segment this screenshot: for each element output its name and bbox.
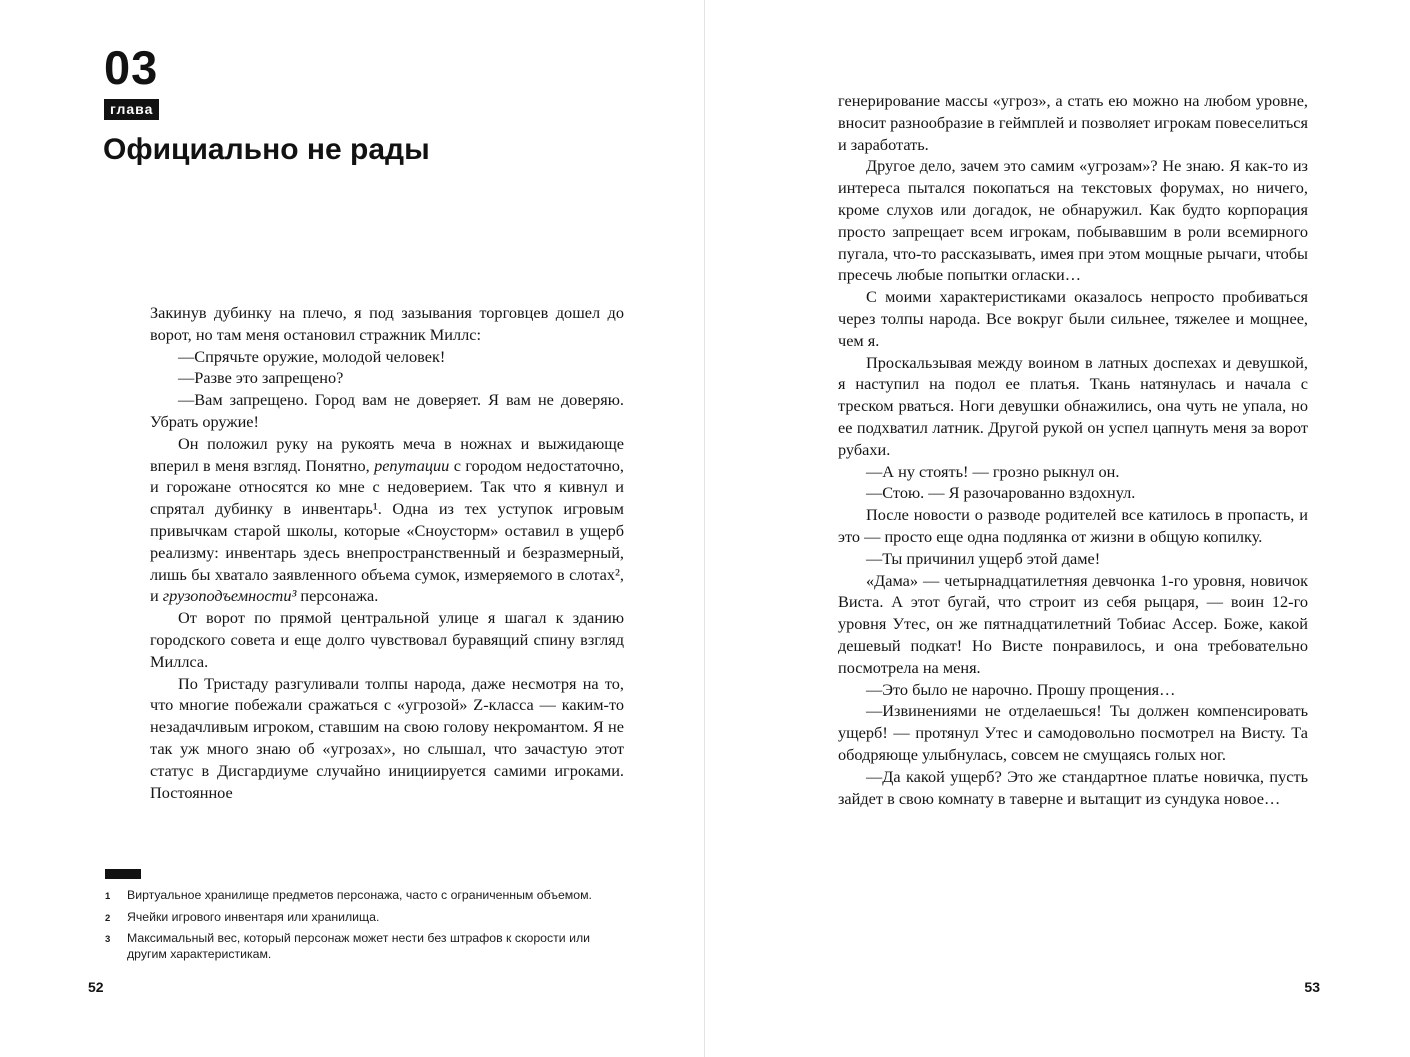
text-run: Закинув дубинку на плечо, я под зазывания торговцев дошел до ворот, но там меня остановил стражник Миллс: [150, 303, 624, 344]
paragraph [838, 90, 1308, 155]
paragraph [838, 570, 1308, 679]
footnote-separator [105, 869, 141, 879]
page-number-left: 52 [88, 979, 104, 995]
paragraph [150, 607, 624, 672]
footnote-text: Максимальный вес, который персонаж может нести без штрафов к скорости или другим характеристикам. [127, 931, 591, 961]
text-run: С моими характеристиками оказалось непросто пробиваться через толпы народа. Все вокруг были сильнее, тяжелее и мощнее, чем я. [838, 287, 1308, 350]
footnote [105, 888, 630, 905]
text-run: —Разве это запрещено? [178, 368, 344, 388]
text-run: —Вам запрещено. Город вам не доверяет. Я вам не доверяю. Убрать оружие! [150, 390, 624, 431]
footnote [105, 931, 630, 962]
chapter-number: 03 [104, 41, 159, 94]
text-run: После новости о разводе родителей все катилось в пропасть, и это — просто еще одна подлянка от жизни в общую копилку. [838, 505, 1308, 546]
text-run: —Стою. — Я разочарованно вздохнул. [866, 483, 1136, 503]
footnote-list [105, 888, 630, 962]
footnotes-block [105, 869, 630, 967]
paragraph [838, 482, 1308, 504]
italic-text-run: репутации [374, 455, 450, 475]
footnote-number: 1 [105, 891, 111, 902]
text-run: генерирование массы «угроз», а стать ею можно на любом уровне, вносит разнообразие в геймплей и позволяет игрокам повеселиться и заработать. [838, 91, 1308, 154]
right-page-body-text [838, 90, 1308, 962]
page-gutter-divider [704, 0, 705, 1057]
text-run: —Спрячьте оружие, молодой человек! [178, 346, 446, 366]
paragraph [150, 673, 624, 804]
paragraph [150, 389, 624, 433]
footnote-number: 3 [105, 934, 111, 945]
paragraph [838, 286, 1308, 351]
paragraph [838, 679, 1308, 701]
text-run: По Тристаду разгуливали толпы народа, даже несмотря на то, что многие побежали сражаться с «угрозой» Z-класса — каким-то незадачливым игроком, ставшим на свою голову некромантом. Я не так уж много знаю об «угрозах», но слышал, что зачастую этот статус в Дисгардиуме случайно инициируется самими игроками. Постоянное [150, 673, 624, 802]
footnote-text: Ячейки игрового инвентаря или хранилища. [127, 909, 380, 924]
paragraph [838, 352, 1308, 461]
chapter-title: Официально не рады [103, 133, 430, 166]
text-run: Проскальзывая между воином в латных доспехах и девушкой, я наступил на подол ее платья. Ткань натянулась и начала с треском рваться. Ноги девушки обнажились, она чуть не упала, но ее подхватил латник. Другой рукой он успел цапнуть меня за ворот рубахи. [838, 352, 1308, 459]
text-run: персонажа. [296, 586, 379, 606]
paragraph [838, 155, 1308, 286]
paragraph [150, 367, 624, 389]
italic-text-run: грузоподъемности³ [162, 586, 297, 606]
footnote [105, 910, 630, 927]
text-run: —Ты причинил ущерб этой даме! [866, 548, 1101, 568]
paragraph [150, 302, 624, 346]
left-page-body-text [150, 302, 624, 868]
paragraph [838, 548, 1308, 570]
text-run: Он положил руку на рукоять меча в ножнах и выжидающе вперил в меня взгляд. Понятно, [150, 433, 624, 475]
text-run: Другое дело, зачем это самим «угрозам»? Не знаю. Я как-то из интереса пытался покопаться на текстовых форумах, но ничего, кроме слухов или догадок, не обнаружил. Как будто корпорация просто запрещает всем игрокам, побывавшим в роли всемирного пугала, что-то рассказывать, имея при этом мощные рычаги, чтобы пресечь любые попытки огласки… [838, 156, 1308, 285]
text-run: —А ну стоять! — грозно рыкнул он. [866, 461, 1120, 481]
paragraph [838, 700, 1308, 765]
text-run: —Извинениями не отделаешься! Ты должен компенсировать ущерб! — протянул Утес и самодовольно посмотрел на Висту. Та ободряюще улыбнулась, совсем не смущаясь голых ног. [838, 701, 1308, 764]
footnote-text: Виртуальное хранилище предметов персонажа, часто с ограниченным объемом. [127, 888, 592, 902]
text-run: «Дама» — четырнадцатилетняя девчонка 1-го уровня, новичок Виста. А этот бугай, что строит из себя рыцаря, — воин 12-го уровня Утес, он же пятнадцатилетний Тобиас Ассер. Боже, какой дешевый подкат! Но Висте понравилось, и она требовательно посмотрела на меня. [838, 570, 1308, 677]
paragraph [838, 504, 1308, 548]
text-run: —Это было не нарочно. Прошу прощения… [866, 679, 1176, 699]
chapter-label: глава [104, 99, 159, 120]
paragraph [150, 433, 624, 607]
paragraph [838, 461, 1308, 483]
footnote-number: 2 [105, 912, 111, 924]
paragraph [838, 766, 1308, 810]
text-run: —Да какой ущерб? Это же стандартное платье новичка, пусть зайдет в свою комнату в таверне и вытащит из сундука новое… [838, 766, 1308, 808]
page-number-right: 53 [1304, 979, 1320, 995]
paragraph [150, 346, 624, 368]
text-run: с городом недостаточно, и горожане относятся ко мне с недоверием. Так что я кивнул и спрятал дубинку в инвентарь¹. Одна из тех уступок игровым привычкам старой школы, которые «Сноусторм» оставил в ущерб реализму: инвентарь здесь внепространственный и безразмерный, лишь бы хватало заявленного объема сумок, измеряемого в слотах², и [150, 455, 624, 606]
text-run: От ворот по прямой центральной улице я шагал к зданию городского совета и еще долго чувствовал буравящий спину взгляд Миллса. [150, 608, 624, 671]
